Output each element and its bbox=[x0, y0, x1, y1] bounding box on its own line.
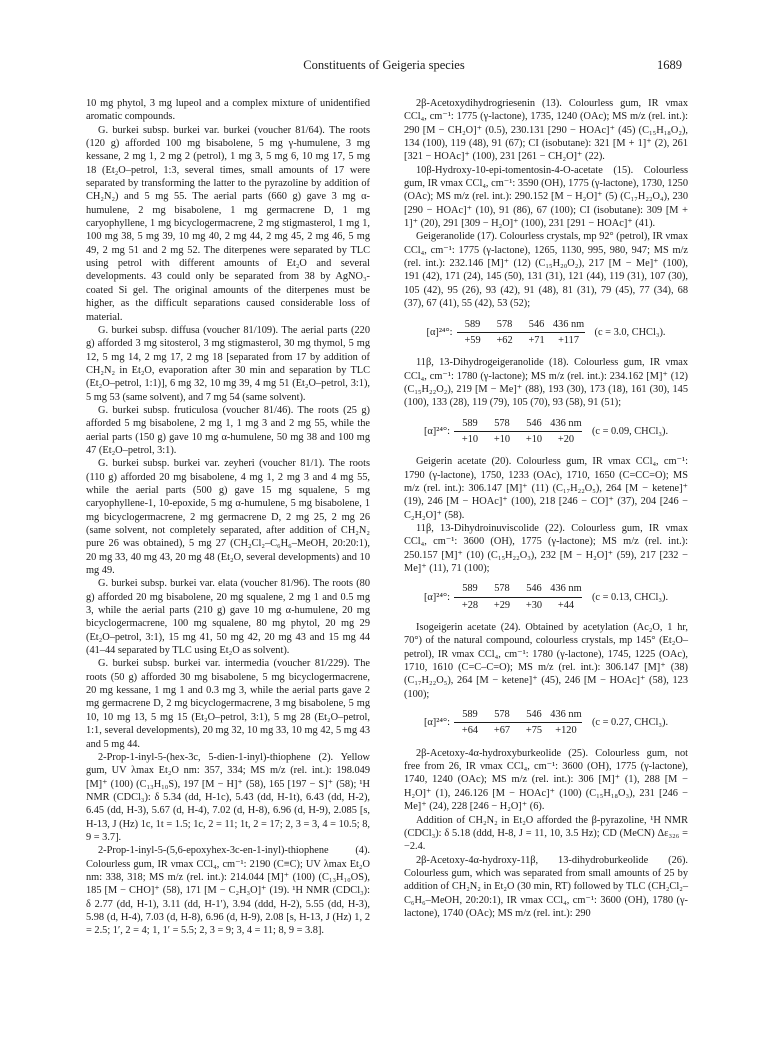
wavelength-value: 546 bbox=[526, 709, 542, 721]
paragraph: G. burkei subsp. burkei var. zeyheri (voucher 81/1). The roots (110 g) afforded 20 mg bisabolene, 4 mg 1, 2 mg 3 and 4 mg 55, while the aerial parts (500 g) gave 15 mg squalene, 5 mg caryophyllene-1, 10-epoxide, 5 mg α-humulene, 5 mg bisabolene, 1 mg bicyclogermacrene, 2 mg germacrene D, 2 mg 25, 2 mg 26 (same solvent, not completely separated, after addition of CH₂N₂ pure 26 was obtained), 5 mg 27 (CH₂Cl₂–C₆H₆–MeOH, 20:20:1), 20 mg 33, 40 mg 43, 20 mg 48 (Et₂O, several developments) and 10 mg 49. bbox=[86, 458, 370, 577]
rotation-conditions: (c = 0.09, CHCl₃). bbox=[591, 425, 669, 437]
rotation-value: +10 bbox=[461, 433, 479, 445]
wavelength-value: 589 bbox=[462, 709, 478, 721]
paragraph: Isogeigerin acetate (24). Obtained by acetylation (Ac₂O, 1 hr, 70°) of the natural compound, colourless crystals, mp 145° (Et₂O–petrol), IR νmax CCl₄, cm⁻¹: 1780 (γ-lactone), 1745, 1225 (OAc), 1710, 1610 (C=C–C=O); MS m/z (rel. int.): 306.147 [M]⁺ (38) (C₁₇H₂₂O₅), 264 [M − ketene]⁺ (45), 246 [M − HOAc]⁺ (58), 123 (100); bbox=[404, 622, 688, 700]
running-header bbox=[86, 58, 682, 74]
wavelength-value: 589 bbox=[462, 583, 478, 595]
rotation-value: +29 bbox=[493, 599, 511, 611]
rotation-value: +64 bbox=[461, 725, 479, 737]
wavelength-value: 436 nm bbox=[550, 583, 582, 595]
paragraph: 10 mg phytol, 3 mg lupeol and a complex mixture of unidentified aromatic compounds. bbox=[86, 98, 370, 123]
optical-rotation bbox=[404, 582, 688, 612]
rotation-conditions: (c = 0.27, CHCl₃). bbox=[591, 717, 669, 729]
rotation-conditions: (c = 3.0, CHCl₃). bbox=[594, 326, 666, 338]
wavelength-value: 589 bbox=[462, 417, 478, 429]
rotation-value: +59 bbox=[464, 334, 481, 346]
optical-rotation bbox=[404, 417, 688, 447]
paragraph: 2β-Acetoxydihydrogriesenin (13). Colourless gum, IR νmax CCl₄, cm⁻¹: 1775 (γ-lactone), 1735, 1240 (OAc); MS m/z (rel. int.): 290 [M − CH₂O]⁺ (0.5), 230.131 [290 − HOAc]⁺ (45) (C₁₅H₁₈O₂), 134 (100), 119 (48), 91 (67); CI (isobutane): 321 [M + 1]⁺ (2), 261 [321 − HOAc]⁺ (100), 231 [261 − CH₂O]⁺ (22). bbox=[404, 98, 688, 163]
wavelength-value: 436 nm bbox=[550, 709, 582, 721]
paragraph: G. burkei subsp. burkei var. burkei (voucher 81/64). The roots (120 g) afforded 100 mg bisabolene, 5 mg γ-humulene, 3 mg kessane, 2 mg 1, 2 mg 2 (petrol), 1 mg 3, 5 mg 6, 10 mg 17, 5 mg 18 (Et₂O–petrol, 1:3, several times, small amounts of 17 were separated by transforming the latter to the pyrazoline by addition of CH₂N₂) and 5 mg 55. The aerial parts (660 g) gave 3 mg α-humulene, 2 mg bisabolene, 1 mg germacrene D, 1 mg caryophyllene, 1 mg bicyclogermacrene, 2 mg stigmasterol, 1 mg 1, 100 mg 38, 5 mg 39, 10 mg 40, 2 mg 44, 2 mg 45, 2 mg 46, 5 mg 49, 2 mg 51 and 2 mg 52. The diterpenes were separated by TLC using petrol with different amounts of Et₂O and several developments. 43 could only be separated from 38 by AgNO₃-coated Si gel. The original amounts of the diterpenes must be higher, as the difficult separations caused considerable loss of material. bbox=[86, 124, 370, 323]
wavelength-value: 578 bbox=[494, 709, 510, 721]
wavelength-value: 546 bbox=[528, 318, 545, 330]
rotation-symbol: [α]²⁴°: bbox=[423, 425, 450, 437]
paragraph: 10β-Hydroxy-10-epi-tomentosin-4-O-acetate (15). Colourless gum, IR νmax CCl₄, cm⁻¹: 3590 (OH), 1775 (γ-lactone), 1730, 1250 (OAc); MS m/z (rel. int.): 290.152 [M − H₂O]⁺ (5) (C₁₇H₂₂O₄), 230 [290 − HOAc]⁺ (10), 91 (86), 67 (100); CI (isobutane): 309 [M + 1]⁺ (20), 291 [309 − H₂O]⁺ (100), 231 [291 − HOAc]⁺ (41). bbox=[404, 164, 688, 230]
rotation-value: +62 bbox=[496, 334, 513, 346]
paragraph: 11β, 13-Dihydroinuviscolide (22). Colourless gum, IR νmax CCl₄, cm⁻¹: 3600 (OH), 1775 (γ-lactone); MS m/z (rel. int.): 250.157 [M]⁺ (10) (C₁₅H₂₂O₃), 232 [M − H₂O]⁺ (59), 217 [232 − Me]⁺ (11), 71 (100); bbox=[404, 522, 688, 574]
running-title: Constituents of Geigeria species bbox=[303, 58, 465, 72]
left-column bbox=[86, 97, 370, 938]
rotation-table bbox=[454, 582, 582, 612]
rotation-value: +30 bbox=[525, 599, 543, 611]
rotation-symbol: [α]²⁴°: bbox=[423, 717, 450, 729]
rotation-table bbox=[457, 318, 585, 348]
paragraph: Geigerin acetate (20). Colourless gum, IR νmax CCl₄, cm⁻¹: 1790 (γ-lactone), 1750, 1233 (OAc), 1710, 1650 (C=CC=O); MS m/z (rel. int.): 306.147 [M]⁺ (11) (C₁₇H₂₂O₅), 264 [M − ketene]⁺ (19), 246 [M − HOAc]⁺ (100), 218 [246 − CO]⁺ (37), 204 [246 − C₂H₂O]⁺ (58). bbox=[404, 456, 688, 521]
paragraph: 2β-Acetoxy-4α-hydroxy-11β, 13-dihydroburkeolide (26). Colourless gum, which was separated from small amounts of 25 by addition of CH₂N₂ in Et₂O (30 min, RT) followed by TLC (CH₂Cl₂–C₆H₆–MeOH, 20:20:1), IR νmax CCl₄, cm⁻¹: 3600 (OH), 1780 (γ-lactone), 1740 (OAc); MS m/z (rel. int.): 290 bbox=[404, 854, 688, 919]
wavelength-value: 578 bbox=[496, 318, 513, 330]
wavelength-value: 589 bbox=[464, 318, 481, 330]
rotation-value: +10 bbox=[493, 433, 511, 445]
rotation-value: +71 bbox=[528, 334, 545, 346]
rotation-value: +28 bbox=[461, 599, 479, 611]
rotation-value: +67 bbox=[493, 725, 511, 737]
paragraph: G. burkei subsp. diffusa (voucher 81/109). The aerial parts (220 g) afforded 3 mg sitosterol, 3 mg stigmasterol, 30 mg thymol, 5 mg 12, 5 mg 14, 2 mg 17, 2 mg 18 [separated from 17 by addition of CH₂N₂ in Et₂O, evaporation after 30 min and separation by TLC (Et₂O–petrol, 1:1)], 6 mg 32, 10 mg 39, 4 mg 51 (Et₂O–petrol, 3:1), 5 mg 53 (same solvent), and 7 mg 54 (same solvent). bbox=[86, 324, 370, 403]
rotation-value: +20 bbox=[557, 433, 575, 445]
right-column bbox=[404, 97, 688, 920]
rotation-value: +44 bbox=[557, 599, 575, 611]
paragraph: 11β, 13-Dihydrogeigeranolide (18). Colourless gum, IR νmax CCl₄, cm⁻¹: 1780 (γ-lactone); MS m/z (rel. int.): 234.162 [M]⁺ (12) (C₁₅H₂₂O₂), 219 [M − Me]⁺ (88), 193 (30), 173 (18), 161 (30), 145 (100), 133 (28), 119 (79), 105 (70), 93 (58), 91 (51); bbox=[404, 357, 688, 409]
rotation-value: +10 bbox=[525, 433, 543, 445]
wavelength-value: 546 bbox=[526, 417, 542, 429]
paragraph: Addition of CH₂N₂ in Et₂O afforded the β-pyrazoline, ¹H NMR (CDCl₃): δ 5.18 (ddd, H-8, J = 11, 10, 3.5 Hz); CD (MeCN) Δε₃₂₆ = −2.4. bbox=[404, 814, 688, 853]
optical-rotation bbox=[404, 708, 688, 738]
paragraph: G. burkei subsp. burkei var. intermedia (voucher 81/229). The roots (50 g) afforded 30 mg bisabolene, 5 mg bicyclogermacrene, 20 mg kessane, 1 mg 1 and 0.3 mg 3, while the aerial parts gave 2 mg germacrene D, 2 mg bicyclogermacrene, 3 mg bisabolene, 5 mg 10, 10 mg 13, 5 mg 15 (Et₂O–petrol, 3:1), 5 mg 28 (Et₂O–petrol, 1:1, several developments), 20 mg 32, 10 mg 33, 10 mg 42, 5 mg 43 and 5 mg 44. bbox=[86, 658, 370, 750]
paragraph: G. burkei subsp. fruticulosa (voucher 81/46). The roots (25 g) afforded 5 mg bisabolene, 2 mg 1, 1 mg 3 and 2 mg 55, while the aerial parts (150 g) gave 10 mg α-humulene, 50 mg 38 and 100 mg 47 (Et₂O–petrol, 3:1). bbox=[86, 404, 370, 456]
rotation-value: +117 bbox=[558, 334, 580, 346]
paragraph: 2β-Acetoxy-4α-hydroxyburkeolide (25). Colourless gum, not free from 26, IR νmax CCl₄, cm⁻¹: 3600 (OH), 1775 (γ-lactone), 1740, 1240 (OAc); MS m/z (rel. int.): 306 [M]⁺ (1), 288 [M − H₂O]⁺ (1), 246.126 [M − HOAc]⁺ (100) (C₁₅H₁₈O₃), 231 [246 − Me]⁺ (24), 228 [246 − H₂O]⁺ (6). bbox=[404, 747, 688, 813]
rotation-value: +75 bbox=[525, 725, 543, 737]
wavelength-value: 436 nm bbox=[550, 417, 582, 429]
rotation-table bbox=[454, 708, 582, 738]
rotation-symbol: [α]²⁴°: bbox=[426, 326, 453, 338]
optical-rotation bbox=[404, 318, 688, 348]
page-number: 1689 bbox=[657, 58, 682, 72]
paragraph: 2-Prop-1-inyl-5-(hex-3c, 5-dien-1-inyl)-thiophene (2). Yellow gum, UV λmax Et₂O nm: 357, 334; MS m/z (rel. int.): 198.049 [M]⁺ (100) (C₁₃H₁₀S), 197 [M − H]⁺ (58), 165 [197 − S]⁺ (58); ¹H NMR (CDCl₃): δ 5.34 (dd, H-1c), 5.43 (dd, H-1t), 6.43 (dd, H-2), 6.45 (dd, H-3), 5.67 (d, H-4), 7.02 (d, H-8), 6.96 (d, H-9), 2.085 [s, H-13, J (Hz) 1c, 1t = 1.5; 1c, 2 = 11; 1t, 2 = 17; 2, 3 = 3, 4 = 10.5; 8, 9 = 3.7]. bbox=[86, 751, 370, 843]
wavelength-value: 436 nm bbox=[552, 318, 585, 330]
rotation-value: +120 bbox=[555, 725, 577, 737]
rotation-table bbox=[454, 417, 582, 447]
rotation-symbol: [α]²⁴°: bbox=[423, 591, 450, 603]
paragraph: Geigeranolide (17). Colourless crystals, mp 92° (petrol), IR νmax CCl₄, cm⁻¹: 1775 (γ-lactone), 1265, 1130, 995, 980, 947; MS m/z (rel. int.): 232.146 [M]⁺ (12) (C₁₅H₂₀O₂), 217 [M − Me]⁺ (100), 191 (42), 171 (24), 145 (50), 131 (31), 121 (44), 119 (31), 107 (30), 105 (42), 95 (26), 93 (42), 91 (48), 81 (31), 79 (45), 77 (34), 68 (37), 67 (41), 55 (42), 53 (52); bbox=[404, 231, 688, 310]
paragraph: 2-Prop-1-inyl-5-(5,6-epoxyhex-3c-en-1-inyl)-thiophene (4). Colourless gum, IR νmax CCl₄, cm⁻¹: 2190 (C≡C); UV λmax Et₂O nm: 338, 318; MS m/z (rel. int.): 214.044 [M]⁺ (100) (C₁₃H₁₀OS), 185 [M − CHO]⁺ (58), 171 [M − C₂H₃O]⁺ (19). ¹H NMR (CDCl₃): δ 2.77 (dd, H-1), 3.11 (dd, H-1′), 3.94 (ddd, H-2), 5.55 (dd, H-3), 5.98 (d, H-4), 7.03 (d, H-8), 6.96 (d, H-9), 2.08 [s, H-13, J (Hz) 1, 2 = 2.5; 1′, 2 = 4; 1, 1′ = 5.5; 2, 3 = 9; 3, 4 = 11; 8, 9 = 3.8]. bbox=[86, 845, 370, 937]
wavelength-value: 578 bbox=[494, 417, 510, 429]
rotation-conditions: (c = 0.13, CHCl₃). bbox=[591, 591, 669, 603]
paragraph: G. burkei subsp. burkei var. elata (voucher 81/96). The roots (80 g) afforded 20 mg bisabolene, 20 mg squalene, 2 mg 1 and 0.5 mg 3, while the aerial parts (210 g) gave 10 mg α-humulene, 20 mg bicyclogermacrene, 100 mg squalene, 80 mg phytol, 20 mg 29 (Et₂O–petrol, 3:1), 15 mg 41, 50 mg 42, 20 mg 43 and 15 mg 44 (41–44 separated by TLC using Et₂O as solvent). bbox=[86, 578, 370, 657]
wavelength-value: 578 bbox=[494, 583, 510, 595]
wavelength-value: 546 bbox=[526, 583, 542, 595]
